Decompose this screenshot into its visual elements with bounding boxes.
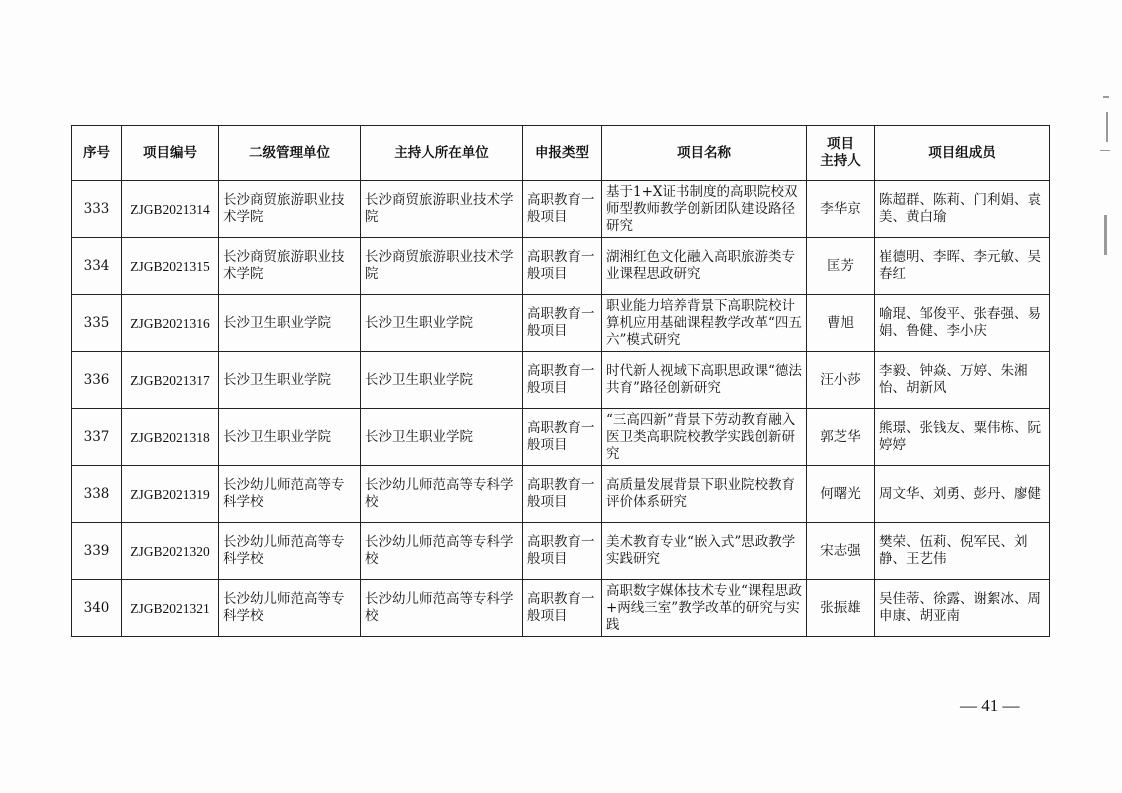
cell-host-unit: 长沙幼儿师范高等专科学校 (361, 580, 523, 637)
cell-type: 高职教育一般项目 (523, 409, 602, 466)
cell-type: 高职教育一般项目 (523, 352, 602, 409)
cell-code: ZJGB2021317 (122, 352, 219, 409)
cell-leader: 匡芳 (807, 238, 875, 295)
cell-leader: 宋志强 (807, 523, 875, 580)
table-header-row (72, 126, 1050, 181)
header-leader-line2: 主持人 (820, 153, 861, 169)
table-row (72, 295, 1050, 352)
cell-leader: 李华京 (807, 181, 875, 238)
header-host-unit: 主持人所在单位 (361, 126, 523, 181)
cell-seq: 333 (72, 181, 122, 238)
header-seq: 序号 (72, 126, 122, 181)
cell-leader: 汪小莎 (807, 352, 875, 409)
table-row (72, 352, 1050, 409)
header-code: 项目编号 (122, 126, 219, 181)
cell-name: 高质量发展背景下职业院校教育评价体系研究 (602, 466, 807, 523)
cell-members: 熊璟、张钱友、粟伟栋、阮婷婷 (875, 409, 1050, 466)
cell-members: 吴佳蒂、徐露、谢絮冰、周申康、胡亚南 (875, 580, 1050, 637)
cell-name: 职业能力培养背景下高职院校计算机应用基础课程教学改革“四五六”模式研究 (602, 295, 807, 352)
scan-edge-mark (1106, 112, 1108, 142)
cell-host-unit: 长沙卫生职业学院 (361, 295, 523, 352)
cell-unit: 长沙幼儿师范高等专科学校 (219, 523, 361, 580)
cell-name: “三高四新”背景下劳动教育融入医卫类高职院校教学实践创新研究 (602, 409, 807, 466)
cell-unit: 长沙幼儿师范高等专科学校 (219, 466, 361, 523)
cell-seq: 337 (72, 409, 122, 466)
cell-members: 李毅、钟焱、万婷、朱湘怡、胡新风 (875, 352, 1050, 409)
table-row (72, 580, 1050, 637)
cell-type: 高职教育一般项目 (523, 466, 602, 523)
cell-members: 喻琨、邹俊平、张春强、易娟、鲁健、李小庆 (875, 295, 1050, 352)
cell-code: ZJGB2021321 (122, 580, 219, 637)
cell-unit: 长沙商贸旅游职业技术学院 (219, 181, 361, 238)
cell-host-unit: 长沙商贸旅游职业技术学院 (361, 238, 523, 295)
cell-members: 樊荣、伍莉、倪军民、刘静、王艺伟 (875, 523, 1050, 580)
scan-edge-mark (1104, 215, 1107, 255)
header-name: 项目名称 (602, 126, 807, 181)
cell-host-unit: 长沙幼儿师范高等专科学校 (361, 523, 523, 580)
cell-unit: 长沙幼儿师范高等专科学校 (219, 580, 361, 637)
cell-type: 高职教育一般项目 (523, 238, 602, 295)
cell-members: 陈超群、陈莉、门利娟、袁美、黄白瑜 (875, 181, 1050, 238)
table-row (72, 181, 1050, 238)
cell-seq: 338 (72, 466, 122, 523)
cell-code: ZJGB2021318 (122, 409, 219, 466)
cell-seq: 339 (72, 523, 122, 580)
cell-seq: 340 (72, 580, 122, 637)
cell-code: ZJGB2021320 (122, 523, 219, 580)
page-number: — 41 — (960, 696, 1020, 715)
scan-edge-mark (1100, 150, 1110, 151)
cell-type: 高职教育一般项目 (523, 523, 602, 580)
cell-leader: 何曙光 (807, 466, 875, 523)
table-row (72, 523, 1050, 580)
cell-host-unit: 长沙幼儿师范高等专科学校 (361, 466, 523, 523)
header-leader-line1: 项目 (827, 136, 854, 152)
cell-seq: 336 (72, 352, 122, 409)
cell-members: 崔德明、李晖、李元敏、吴春红 (875, 238, 1050, 295)
table-row (72, 409, 1050, 466)
cell-host-unit: 长沙卫生职业学院 (361, 409, 523, 466)
project-table (71, 125, 1050, 637)
table-row (72, 466, 1050, 523)
cell-name: 湖湘红色文化融入高职旅游类专业课程思政研究 (602, 238, 807, 295)
cell-seq: 335 (72, 295, 122, 352)
cell-leader: 曹旭 (807, 295, 875, 352)
cell-name: 时代新人视域下高职思政课“德法共育”路径创新研究 (602, 352, 807, 409)
cell-code: ZJGB2021319 (122, 466, 219, 523)
cell-members: 周文华、刘勇、彭丹、廖健 (875, 466, 1050, 523)
cell-code: ZJGB2021314 (122, 181, 219, 238)
cell-host-unit: 长沙商贸旅游职业技术学院 (361, 181, 523, 238)
cell-unit: 长沙卫生职业学院 (219, 409, 361, 466)
cell-unit: 长沙卫生职业学院 (219, 295, 361, 352)
cell-name: 基于1+X证书制度的高职院校双师型教师教学创新团队建设路径研究 (602, 181, 807, 238)
cell-leader: 张振雄 (807, 580, 875, 637)
cell-host-unit: 长沙卫生职业学院 (361, 352, 523, 409)
cell-type: 高职教育一般项目 (523, 181, 602, 238)
header-unit: 二级管理单位 (219, 126, 361, 181)
cell-leader: 郭芝华 (807, 409, 875, 466)
cell-name: 美术教育专业“嵌入式”思政教学实践研究 (602, 523, 807, 580)
cell-type: 高职教育一般项目 (523, 580, 602, 637)
header-type: 申报类型 (523, 126, 602, 181)
header-members: 项目组成员 (875, 126, 1050, 181)
cell-type: 高职教育一般项目 (523, 295, 602, 352)
scan-edge-mark (1103, 96, 1109, 98)
header-leader (807, 126, 875, 181)
table-row (72, 238, 1050, 295)
cell-code: ZJGB2021316 (122, 295, 219, 352)
cell-code: ZJGB2021315 (122, 238, 219, 295)
cell-name: 高职数字媒体技术专业“课程思政+两线三室”教学改革的研究与实践 (602, 580, 807, 637)
cell-unit: 长沙卫生职业学院 (219, 352, 361, 409)
cell-seq: 334 (72, 238, 122, 295)
cell-unit: 长沙商贸旅游职业技术学院 (219, 238, 361, 295)
